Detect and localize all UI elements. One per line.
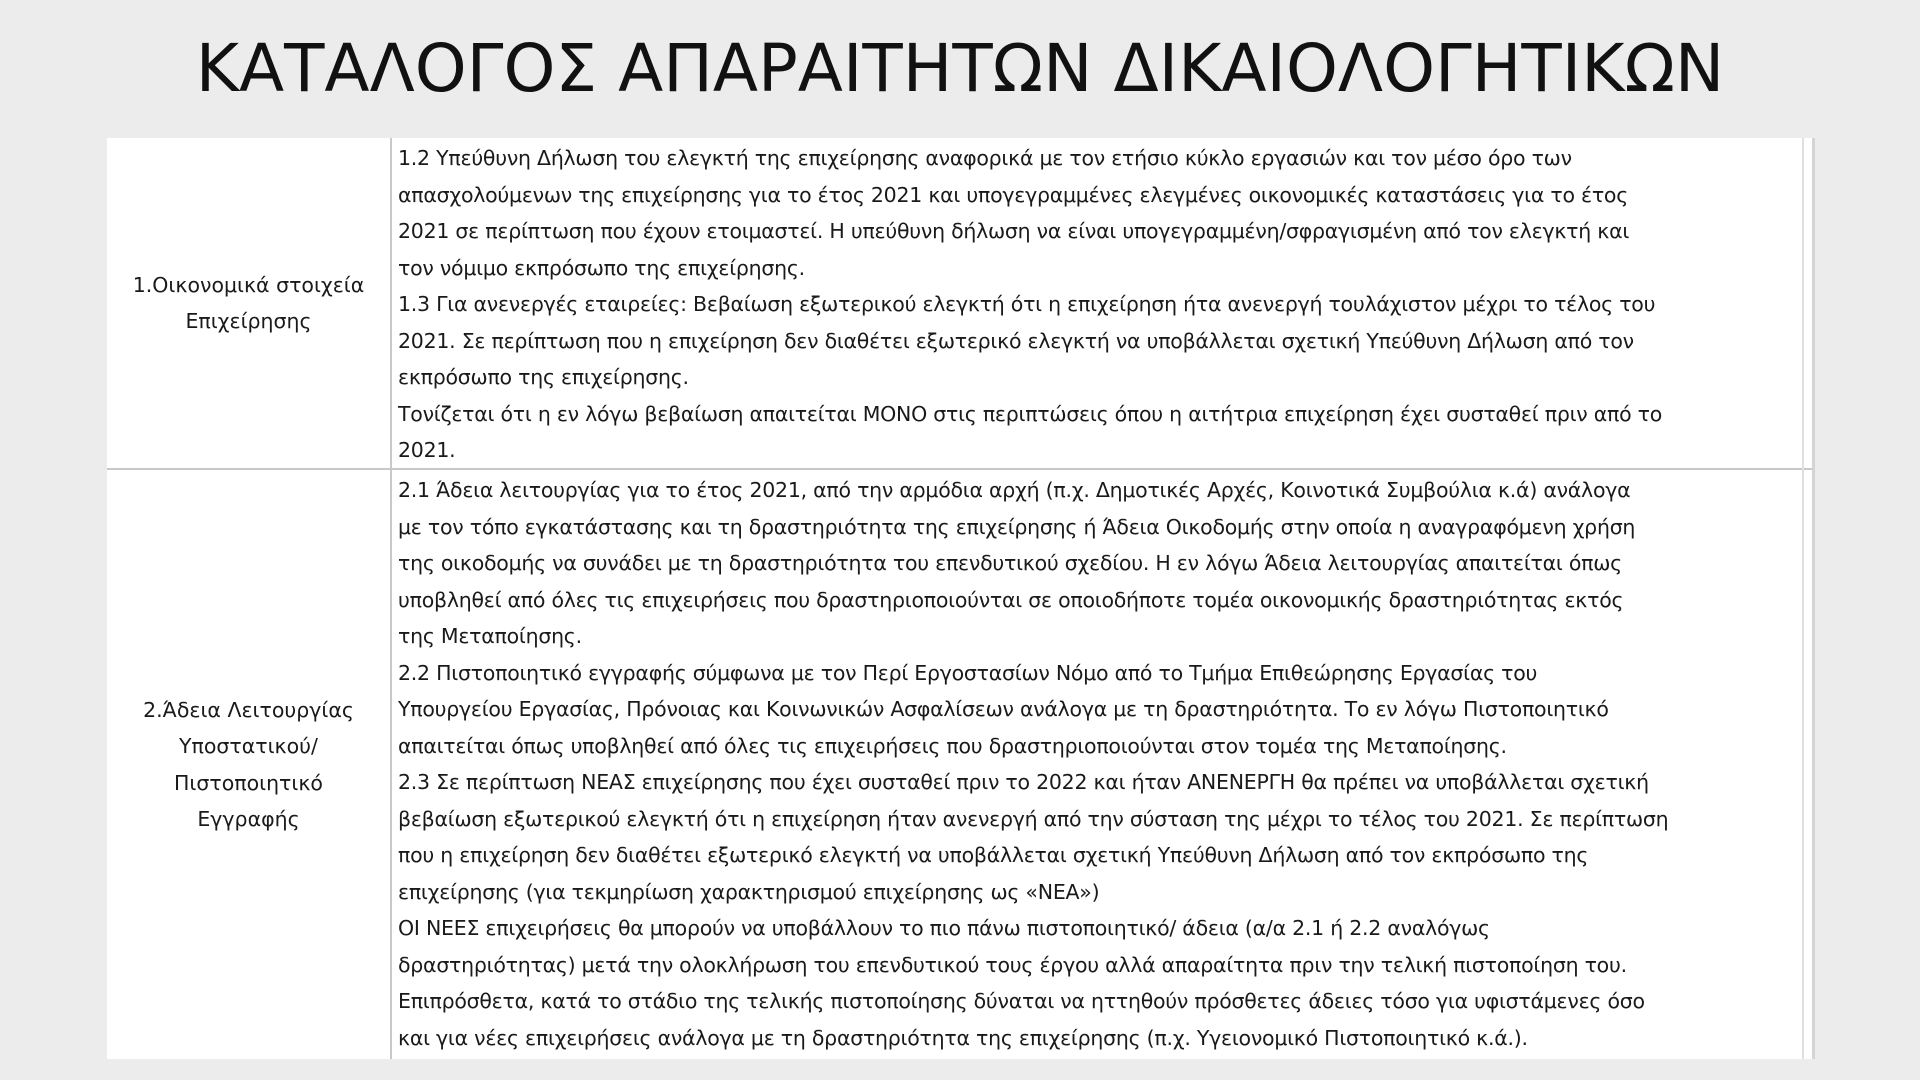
row-label-license: 2.Άδεια Λειτουργίας Υποστατικού/ Πιστοποιητικό Εγγραφής xyxy=(143,697,354,831)
paragraph-2-3: 2.3 Σε περίπτωση ΝΕΑΣ επιχείρησης που έχει συσταθεί πριν το 2022 και ήταν ΑΝΕΝΕΡΓΗ θα πρέπει να υποβάλλεται σχετική βεβαίωση εξωτερικού ελεγκτή ότι η επιχείρηση ήταν ανενεργή από την σύσταση της μέχρι το τέλος του 2021. Σε περίπτωση που η επιχείρηση δεν διαθέτει εξωτερικό ελεγκτή να υποβάλλεται σχετική Υπεύθυνη Δήλωση από τον εκπρόσωπο της επιχείρησης (για τεκμηρίωση χαρακτηρισμού επιχείρησης ως «ΝΕΑ») xyxy=(398,770,1669,904)
paragraph-1-2: 1.2 Υπεύθυνη Δήλωση του ελεγκτή της επιχείρησης αναφορικά με τον ετήσιο κύκλο εργασιών και τον μέσο όρο των απασχολούμενων της επιχείρησης για το έτος 2021 και υπογεγραμμένες ελεγμένες οικονομικές καταστάσεις για το έτος 2021 σε περίπτωση που έχουν ετοιμαστεί. Η υπεύθυνη δήλωση να είναι υπογεγραμμένη/σφραγισμένη από τον ελεγκτή και τον νόμιμο εκπρόσωπο της επιχείρησης. xyxy=(398,146,1630,280)
table-right-divider xyxy=(1802,138,1804,1059)
paragraph-note: Τονίζεται ότι η εν λόγω βεβαίωση απαιτείται ΜΟΝΟ στις περιπτώσεις όπου η αιτήτρια επιχείρηση έχει συσταθεί πριν από το 2021. xyxy=(398,401,1663,462)
page-title: ΚΑΤΑΛΟΓΟΣ ΑΠΑΡΑΙΤΗΤΩΝ ΔΙΚΑΙΟΛΟΓΗΤΙΚΩΝ xyxy=(195,30,1725,107)
table-row-license xyxy=(107,470,1812,1059)
paragraph-2-2: 2.2 Πιστοποιητικό εγγραφής σύμφωνα με τον Περί Εργοστασίων Νόμο από το Τμήμα Επιθεώρησης Εργασίας του Υπουργείου Εργασίας, Πρόνοιας και Κοινωνικών Ασφαλίσεων ανάλογα με τη δραστηριότητα. Το εν λόγω Πιστοποιητικό απαιτείται όπως υποβληθεί από όλες τις επιχειρήσεις που δραστηριοποιούνται στον τομέα της Μεταποίησης. xyxy=(398,660,1609,758)
row-content-cell xyxy=(392,470,1812,1059)
requirements-table xyxy=(107,138,1815,1059)
row-label-cell xyxy=(107,470,392,1059)
paragraph-1-3: 1.3 Για ανενεργές εταιρείες: Βεβαίωση εξωτερικού ελεγκτή ότι η επιχείρηση ήτα ανενεργή τουλάχιστον μέχρι το τέλος του 2021. Σε περίπτωση που η επιχείρηση δεν διαθέτει εξωτερικό ελεγκτή να υποβάλλεται σχετική Υπεύθυνη Δήλωση από τον εκπρόσωπο της επιχείρησης. xyxy=(398,292,1656,389)
row-content-cell xyxy=(392,138,1812,468)
table-row-financial xyxy=(107,138,1812,470)
row-label-financial: 1.Οικονομικά στοιχεία Επιχείρησης xyxy=(132,272,365,333)
paragraph-new-businesses: ΟΙ ΝΕΕΣ επιχειρήσεις θα μπορούν να υποβάλλουν το πιο πάνω πιστοποιητικό/ άδεια (α/α 2.1 ή 2.2 αναλόγως δραστηριότητας) μετά την ολοκλήρωση του επενδυτικού τους έργου αλλά απαραίτητα πριν την τελική πιστοποίηση του. Επιπρόσθετα, κατά το στάδιο της τελικής πιστοποίησης δύναται να ηττηθούν πρόσθετες άδειες τόσο για υφιστάμενες όσο και για νέες επιχειρήσεις ανάλογα με τη δραστηριότητα της επιχείρησης (π.χ. Υγειονομικό Πιστοποιητικό κ.ά.). xyxy=(398,916,1645,1050)
paragraph-2-1: 2.1 Άδεια λειτουργίας για το έτος 2021, από την αρμόδια αρχή (π.χ. Δημοτικές Αρχές, Κοινοτικά Συμβούλια κ.ά) ανάλογα με τον τόπο εγκατάστασης και τη δραστηριότητα της επιχείρησης ή Άδεια Οικοδομής στην οποία η αναγραφόμενη χρήση της οικοδομής να συνάδει με τη δραστηριότητα του επενδυτικού σχεδίου. Η εν λόγω Άδεια λειτουργίας απαιτείται όπως υποβληθεί από όλες τις επιχειρήσεις που δραστηριοποιούνται σε οποιοδήποτε τομέα οικονομικής δραστηριότητας εκτός της Μεταποίησης. xyxy=(398,478,1636,648)
row-label-cell xyxy=(107,138,392,468)
